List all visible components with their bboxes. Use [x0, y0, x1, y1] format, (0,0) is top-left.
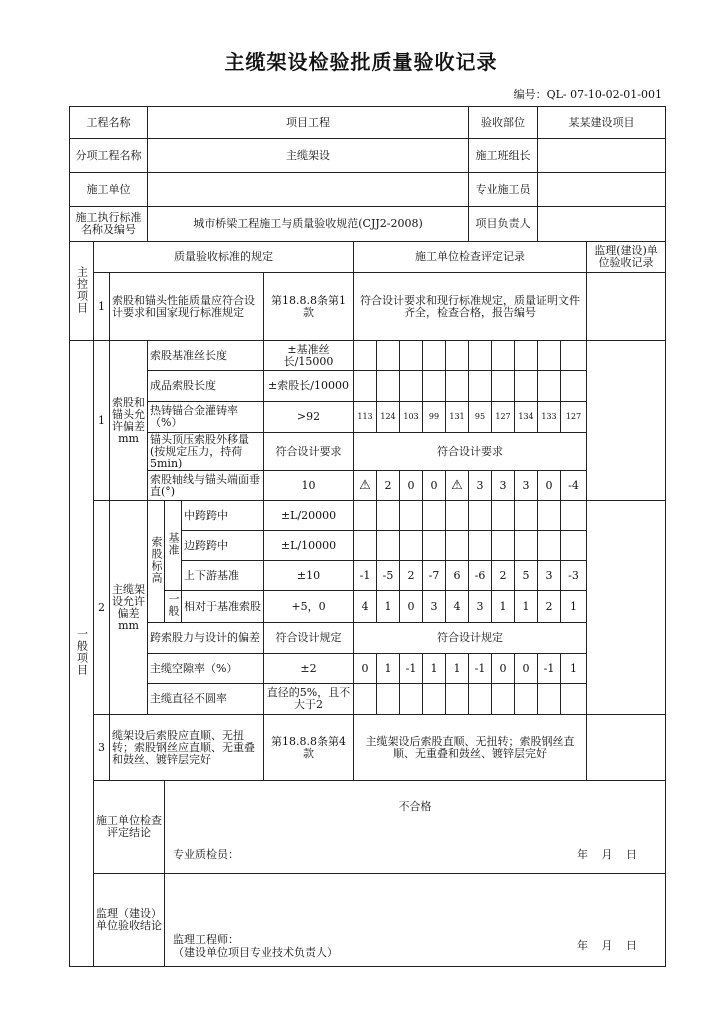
val-cell: 2: [400, 561, 423, 591]
val-cell: [377, 371, 400, 402]
val-cell: 2: [492, 561, 515, 591]
val-cell: [423, 684, 446, 715]
val-cell: 1: [515, 591, 538, 623]
g2-row-std: ±2: [264, 654, 354, 684]
g2-row-name: 跨索股力与设计的偏差: [148, 623, 264, 654]
val-cell: 4: [354, 591, 377, 623]
contractor-conclusion: [165, 781, 666, 874]
val-cell: 103: [400, 402, 423, 433]
team-leader: [538, 139, 666, 173]
g1-row-std: 10: [264, 471, 354, 501]
engineer-signature: 监理工程师：: [173, 933, 239, 946]
val-cell: -7: [423, 561, 446, 591]
val-cell: [561, 371, 587, 402]
val-cell: [492, 531, 515, 561]
g2-row-std: ±L/10000: [264, 531, 354, 561]
g2-row-name: 上下游基准: [182, 561, 264, 591]
val-cell: 3: [538, 561, 561, 591]
val-cell: [469, 371, 492, 402]
g2-row-std: ±10: [264, 561, 354, 591]
contractor-result: 不合格: [398, 800, 432, 813]
val-cell: 3: [469, 591, 492, 623]
val-cell: [400, 371, 423, 402]
val-cell: [377, 531, 400, 561]
val-cell: [538, 371, 561, 402]
val-cell: -1: [400, 654, 423, 684]
val-cell: [354, 371, 377, 402]
val-cell: [538, 684, 561, 715]
val-cell: 134: [515, 402, 538, 433]
val-cell: 124: [377, 402, 400, 433]
val-cell: 0: [354, 654, 377, 684]
val-cell: [446, 501, 469, 531]
inspection-part: 某某建设项目: [538, 107, 666, 139]
g2-row-std: 直径的5%，且不大于2: [264, 684, 354, 715]
val-cell: [354, 341, 377, 371]
acceptance-standard-header: 质量验收标准的规定: [94, 242, 354, 273]
g2-row-name: 主缆空隙率（%）: [148, 654, 264, 684]
main-control-label: 主控项目: [70, 242, 94, 341]
val-cell: [377, 341, 400, 371]
val-cell: 113: [354, 402, 377, 433]
val-cell: [492, 501, 515, 531]
val-cell: 133: [538, 402, 561, 433]
general-label: 一般项目: [70, 341, 94, 967]
project-name-label: 工程名称: [70, 107, 148, 139]
main-item-supervisor: [587, 273, 666, 341]
supervisor-date: 年 月 日: [577, 939, 637, 952]
warning-icon: ⚠: [354, 471, 377, 501]
val-cell: [446, 341, 469, 371]
main-item-result: 符合设计要求和现行标准规定，质量证明文件齐全，检查合格，报告编号: [354, 273, 587, 341]
val-cell: 0: [538, 471, 561, 501]
standard: 城市桥梁工程施工与质量验收规范(CJJ2-2008): [148, 207, 469, 242]
g1-row-std: ±索股长/10000: [264, 371, 354, 402]
val-cell: [400, 531, 423, 561]
val-cell: -5: [377, 561, 400, 591]
val-cell: [492, 684, 515, 715]
val-cell: 2: [377, 471, 400, 501]
sub-project: 主缆架设: [148, 139, 469, 173]
g2-row-name: 边跨跨中: [182, 531, 264, 561]
g2-row-std: ±L/20000: [264, 501, 354, 531]
val-cell: 4: [446, 591, 469, 623]
val-cell: 6: [446, 561, 469, 591]
val-cell: [423, 341, 446, 371]
val-cell: 3: [423, 591, 446, 623]
inspection-part-label: 验收部位: [469, 107, 538, 139]
val-cell: [400, 501, 423, 531]
val-cell: 1: [377, 654, 400, 684]
val-cell: [561, 341, 587, 371]
val-cell: [515, 371, 538, 402]
main-item-number: 1: [94, 273, 110, 341]
supervisor-conclusion: [165, 874, 666, 967]
g3-number: 3: [94, 715, 110, 781]
g2-row-merged: 符合设计规定: [354, 623, 587, 654]
g2-elev-label: 索股标高: [148, 501, 165, 623]
val-cell: [469, 501, 492, 531]
val-cell: [446, 684, 469, 715]
val-cell: 1: [492, 591, 515, 623]
val-cell: [538, 531, 561, 561]
g1-row-name: 成品索股长度: [148, 371, 264, 402]
val-cell: [561, 684, 587, 715]
val-cell: 0: [400, 591, 423, 623]
val-cell: [515, 501, 538, 531]
contractor-conclusion-label: 施工单位检查评定结论: [94, 781, 165, 874]
val-cell: [423, 531, 446, 561]
val-cell: 3: [469, 471, 492, 501]
val-cell: [469, 684, 492, 715]
contractor: [148, 173, 469, 207]
val-cell: -1: [538, 654, 561, 684]
val-cell: [515, 684, 538, 715]
professional: [538, 173, 666, 207]
val-cell: [492, 371, 515, 402]
val-cell: [354, 501, 377, 531]
val-cell: [561, 501, 587, 531]
g3-clause: 第18.8.8条第4款: [264, 715, 354, 781]
val-cell: [515, 341, 538, 371]
document-number: 编号：QL- 07-10-02-01-001: [513, 88, 662, 101]
g1-group: 索股和锚头允许偏差mm: [110, 341, 148, 501]
val-cell: [469, 341, 492, 371]
g2-row-name: 相对于基准索股: [182, 591, 264, 623]
val-cell: [377, 501, 400, 531]
val-cell: [400, 341, 423, 371]
g2-number: 2: [94, 501, 110, 715]
supervisor-header: 监理(建设)单位验收记录: [587, 242, 666, 273]
val-cell: [423, 371, 446, 402]
val-cell: 1: [446, 654, 469, 684]
main-item-desc: 索股和锚头性能质量应符合设计要求和国家现行标准规定: [110, 273, 264, 341]
team-leader-label: 施工班组长: [469, 139, 538, 173]
val-cell: [446, 371, 469, 402]
g3-result: 主缆架设后索股直顺、无扭转；索股钢丝直顺、无重叠和鼓丝、镀锌层完好: [354, 715, 587, 781]
contractor-check-header: 施工单位检查评定记录: [354, 242, 587, 273]
g1-row-name: 锚头顶压索股外移量(按规定压力，持荷5min): [148, 433, 264, 471]
g2-row-std: 符合设计规定: [264, 623, 354, 654]
project-name: 项目工程: [148, 107, 469, 139]
project-manager: [538, 207, 666, 242]
page-title: 主缆架设检验批质量验收记录: [224, 50, 498, 74]
val-cell: [561, 531, 587, 561]
val-cell: 127: [561, 402, 587, 433]
g1-row-std: >92: [264, 402, 354, 433]
val-cell: [423, 501, 446, 531]
g2-base-label: 基准: [165, 501, 182, 591]
val-cell: -6: [469, 561, 492, 591]
val-cell: [492, 341, 515, 371]
val-cell: 127: [492, 402, 515, 433]
val-cell: [446, 531, 469, 561]
val-cell: 1: [377, 591, 400, 623]
g1-row-std: 符合设计要求: [264, 433, 354, 471]
g1-number: 1: [94, 341, 110, 501]
val-cell: 131: [446, 402, 469, 433]
val-cell: [354, 531, 377, 561]
g1-supervisor: [587, 341, 666, 501]
val-cell: 2: [538, 591, 561, 623]
standard-label: 施工执行标准名称及编号: [70, 207, 148, 242]
val-cell: -3: [561, 561, 587, 591]
g2-general-label: 一般: [165, 591, 182, 623]
val-cell: [515, 531, 538, 561]
val-cell: [400, 684, 423, 715]
g1-row-std: ±基准丝长/15000: [264, 341, 354, 371]
g2-row-name: 主缆直径不圆率: [148, 684, 264, 715]
val-cell: 0: [423, 471, 446, 501]
val-cell: 0: [400, 471, 423, 501]
val-cell: 0: [492, 654, 515, 684]
project-manager-label: 项目负责人: [469, 207, 538, 242]
acceptance-form-table: [69, 106, 666, 967]
sub-project-label: 分项工程名称: [70, 139, 148, 173]
g1-row-name: 索股基准丝长度: [148, 341, 264, 371]
inspector-signature: 专业质检员：: [173, 848, 239, 861]
warning-icon: ⚠: [446, 471, 469, 501]
professional-label: 专业施工员: [469, 173, 538, 207]
val-cell: 5: [515, 561, 538, 591]
engineer-note: （建设单位项目专业技术负责人）: [173, 946, 338, 959]
g1-row-name: 热铸锚合金灌铸率（%）: [148, 402, 264, 433]
val-cell: -4: [561, 471, 587, 501]
contractor-label: 施工单位: [70, 173, 148, 207]
val-cell: [469, 531, 492, 561]
g2-supervisor: [587, 501, 666, 715]
g2-group: 主缆架设允许偏差mm: [110, 501, 148, 715]
val-cell: 3: [492, 471, 515, 501]
val-cell: 0: [515, 654, 538, 684]
val-cell: 95: [469, 402, 492, 433]
contractor-date: 年 月 日: [577, 848, 637, 861]
g2-row-std: +5，0: [264, 591, 354, 623]
g3-desc: 缆架设后索股应直顺、无扭转；索股钢丝应直顺、无重叠和鼓丝、镀锌层完好: [110, 715, 264, 781]
val-cell: 1: [561, 591, 587, 623]
g3-supervisor: [587, 715, 666, 781]
val-cell: [354, 684, 377, 715]
g2-row-name: 中跨跨中: [182, 501, 264, 531]
val-cell: -1: [469, 654, 492, 684]
val-cell: [377, 684, 400, 715]
val-cell: 99: [423, 402, 446, 433]
val-cell: 1: [561, 654, 587, 684]
val-cell: [538, 341, 561, 371]
val-cell: 1: [423, 654, 446, 684]
g1-row-name: 索股轴线与锚头端面垂直(°): [148, 471, 264, 501]
val-cell: -1: [354, 561, 377, 591]
val-cell: [538, 501, 561, 531]
g1-row-merged: 符合设计要求: [354, 433, 587, 471]
val-cell: 3: [515, 471, 538, 501]
supervisor-conclusion-label: 监理（建设）单位验收结论: [94, 874, 165, 967]
main-item-clause: 第18.8.8条第1款: [264, 273, 354, 341]
